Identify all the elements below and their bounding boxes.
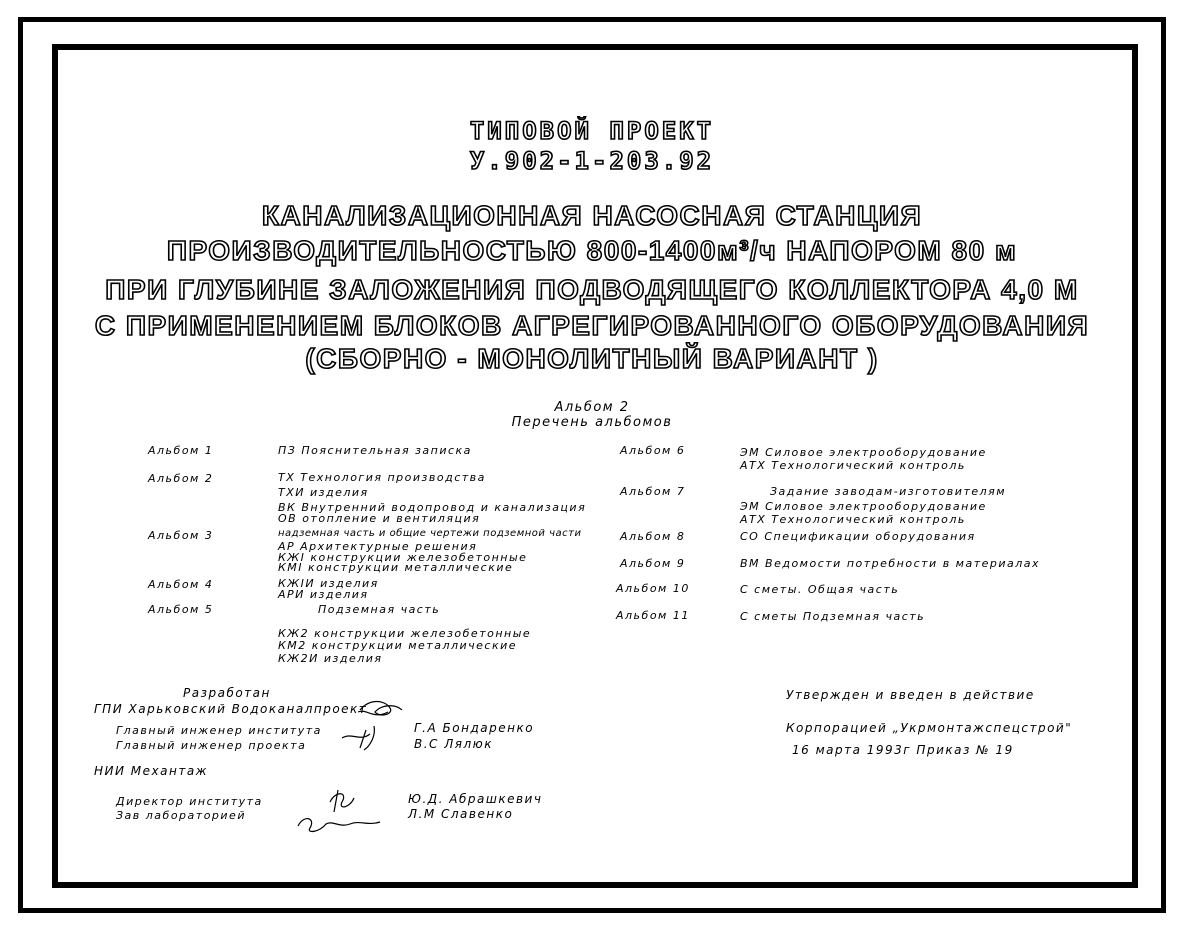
album-11-item-1: С сметы Подземная часть [740, 610, 926, 623]
album-5-item-2: КЖ2 конструкции железобетонные [278, 627, 532, 640]
album-4-item-1: КЖIИ изделия [278, 577, 379, 590]
title-line-2: ПРОИЗВОДИТЕЛЬНОСТЬЮ 800-1400м³/ч НАПОРОМ 80 м [166, 235, 1018, 266]
developed-label: Разработан [183, 686, 271, 700]
album-4-item-2: АРИ изделия [278, 588, 369, 601]
album-number: Альбом 2 [554, 400, 630, 415]
album-list-title: Перечень альбомов [511, 415, 673, 430]
album-4-label: Альбом 4 [148, 578, 214, 591]
album-1-label: Альбом 1 [148, 444, 214, 457]
album-2-label: Альбом 2 [148, 472, 214, 485]
album-3-item-2: АР Архитектурные решения [278, 540, 478, 553]
name-abrashkevich: Ю.Д. Абрашкевич [408, 792, 543, 806]
title-line-5: (СБОРНО - МОНОЛИТНЫЙ ВАРИАНТ ) [305, 343, 879, 374]
album-2-item-3: ВК Внутренний водопровод и канализация [278, 501, 587, 514]
album-3-label: Альбом 3 [148, 529, 214, 542]
name-lyalyuk: В.С Лялюк [414, 737, 494, 751]
developer-org-1: ГПИ Харьковский Водоканалпроект [94, 702, 368, 716]
album-7-item-1: Задание заводам-изготовителям [770, 485, 1007, 498]
album-6-item-2: АТХ Технологический контроль [740, 459, 966, 472]
album-5-label: Альбом 5 [148, 603, 214, 616]
approval-line-3: 16 марта 1993г Приказ № 19 [792, 743, 1014, 757]
signature-bondarenko-lyalyuk [330, 690, 420, 760]
album-9-label: Альбом 9 [620, 557, 686, 570]
approval-line-2: Корпорацией „Укрмонтажспецстрой" [786, 721, 1073, 735]
album-9-item-1: ВМ Ведомости потребности в материалах [740, 557, 1041, 570]
project-type: ТИПОВОЙ ПРОЕКТ [469, 117, 715, 145]
album-2-item-1: ТХ Технология производства [278, 471, 486, 484]
title-line-1: КАНАЛИЗАЦИОННАЯ НАСОСНАЯ СТАНЦИЯ [261, 200, 923, 231]
role-chief-engineer-project: Главный инженер проекта [116, 739, 307, 752]
album-6-label: Альбом 6 [620, 444, 686, 457]
role-lab-head: Зав лабораторией [116, 809, 246, 822]
developer-org-2: НИИ Механтаж [94, 764, 208, 778]
title-line-4: С ПРИМЕНЕНИЕМ БЛОКОВ АГРЕГИРОВАННОГО ОБОРУДОВАНИЯ [94, 310, 1090, 341]
album-2-item-2: ТХИ изделия [278, 486, 369, 499]
album-11-label: Альбом 11 [616, 609, 690, 622]
album-3-item-1: надземная часть и общие чертежи подземной части [278, 528, 582, 539]
album-3-item-4: КМI конструкции металлические [278, 561, 514, 574]
album-2-item-4: ОВ отопление и вентиляция [278, 512, 481, 525]
signature-abrashkevich-slavenko [290, 782, 390, 842]
approval-line-1: Утвержден и введен в действие [786, 688, 1035, 702]
album-8-item-1: СО Спецификации оборудования [740, 530, 976, 543]
album-5-item-4: КЖ2И изделия [278, 652, 383, 665]
role-chief-engineer-institute: Главный инженер института [116, 724, 322, 737]
album-3-item-3: КЖI конструкции железобетонные [278, 551, 528, 564]
title-line-3: ПРИ ГЛУБИНЕ ЗАЛОЖЕНИЯ ПОДВОДЯЩЕГО КОЛЛЕКТОРА 4,0 М [105, 274, 1079, 305]
role-director: Директор института [116, 795, 263, 808]
album-6-item-1: ЭМ Силовое электрооборудование [740, 446, 987, 459]
name-slavenko: Л.М Славенко [408, 807, 514, 821]
album-7-item-3: АТХ Технологический контроль [740, 513, 966, 526]
album-5-item-3: КМ2 конструкции металлические [278, 639, 518, 652]
album-10-item-1: С сметы. Общая часть [740, 583, 900, 596]
name-bondarenko: Г.А Бондаренко [414, 721, 535, 735]
album-7-item-2: ЭМ Силовое электрооборудование [740, 500, 987, 513]
project-number: У.902-1-203.92 [469, 147, 715, 175]
album-7-label: Альбом 7 [620, 485, 686, 498]
album-1-item: ПЗ Пояснительная записка [278, 444, 472, 457]
album-5-item-1: Подземная часть [318, 603, 441, 616]
album-8-label: Альбом 8 [620, 530, 686, 543]
album-10-label: Альбом 10 [616, 582, 690, 595]
